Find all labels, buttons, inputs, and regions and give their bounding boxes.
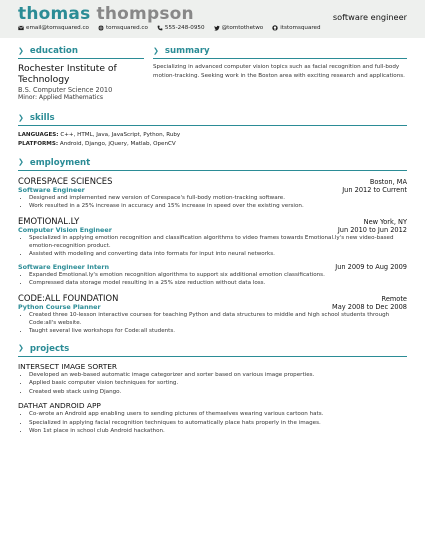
bullet-item: • Won 1st place in school club Android hackathon. (29, 427, 407, 435)
education-heading (18, 44, 144, 58)
employment-heading (18, 156, 407, 170)
bullet-item: • Created three 10-lesson interactive courses for teaching Python and data structures to middle and high school students through Code:all's website. (29, 311, 407, 328)
job-header (18, 216, 407, 226)
job-entry (18, 216, 407, 288)
role-bullets (18, 234, 407, 259)
role-header (18, 226, 407, 234)
skills-list (18, 131, 407, 148)
bullet-item: • Developed an web-based automatic image categorizer and sorter based on various image properties. (29, 371, 407, 379)
role-title: Software Engineer Intern (18, 262, 110, 271)
section-divider (153, 58, 407, 59)
projects-section (18, 342, 407, 436)
section-divider (18, 58, 144, 59)
section-divider (18, 125, 407, 126)
role-header (18, 303, 407, 311)
skills-heading (18, 111, 407, 125)
chevron-right-icon: ❯ (18, 113, 24, 122)
contact-phone[interactable] (157, 25, 205, 31)
role-dates: May 2008 to Dec 2008 (332, 302, 407, 311)
globe-icon (98, 25, 104, 31)
envelope-icon (18, 25, 24, 31)
contact-github[interactable] (272, 25, 320, 31)
job-title: software engineer (332, 12, 407, 22)
website-text: tomsquared.co (105, 25, 148, 31)
projects-heading-text: projects (29, 343, 70, 354)
first-name: thomas (18, 4, 91, 24)
github-icon (272, 25, 278, 31)
education-section (18, 44, 144, 102)
job-header (18, 176, 407, 186)
project-name: INTERSECT IMAGE SORTER (18, 362, 118, 372)
chevron-right-icon: ❯ (18, 158, 24, 167)
bullet-item: • Assisted with modeling and converting data into formats for input into neural networks. (29, 250, 407, 258)
employment-section (18, 156, 407, 336)
projects-heading (18, 342, 407, 356)
role-title: Python Course Planner (18, 302, 101, 311)
languages-label: LANGUAGES: (18, 132, 59, 139)
project-name: DATHAT ANDROID APP (18, 401, 101, 411)
contact-website[interactable] (98, 25, 148, 31)
bullet-item: • Applied basic computer vision techniques for sorting. (29, 379, 407, 387)
role-dates: Jun 2009 to Aug 2009 (335, 262, 407, 271)
job-location: New York, NY (363, 217, 407, 226)
platforms-label: PLATFORMS: (18, 140, 59, 147)
bullet-item: • Co-wrote an Android app enabling users to sending pictures of themselves wearing various cartoon hats. (29, 410, 407, 418)
chevron-right-icon: ❯ (18, 46, 24, 55)
role-dates: Jun 2010 to Jun 2012 (337, 225, 407, 234)
section-divider (18, 170, 407, 171)
summary-section (153, 44, 407, 102)
bullet-item: • Expanded Emotional.ly's emotion recognition algorithms to support six additional emotion classifications. (29, 271, 407, 279)
bullet-item: • Work resulted in a 25% increase in accuracy and 15% increase in speed over the existing version. (29, 202, 407, 210)
phone-text: 555-248-0950 (164, 25, 205, 31)
project-bullets (18, 410, 407, 435)
phone-icon (157, 25, 163, 31)
summary-heading (153, 44, 407, 58)
role-title: Computer Vision Engineer (18, 225, 112, 234)
email-text: email@tomsquared.co (26, 25, 89, 31)
languages-value: C++, HTML, Java, JavaScript, Python, Ruby (60, 132, 181, 139)
job-header (18, 293, 407, 303)
github-text: itstomsquared (280, 25, 321, 31)
project-entry (18, 401, 407, 435)
chevron-right-icon: ❯ (18, 344, 24, 353)
project-entry (18, 362, 407, 396)
employment-heading-text: employment (29, 157, 91, 168)
bullet-item: • Designed and implemented new version of Corespace's full-body motion-tracking software. (29, 194, 407, 202)
twitter-icon (214, 25, 220, 31)
skills-section (18, 111, 407, 148)
skills-platforms (18, 140, 407, 149)
company-name: CORESPACE SCIENCES (18, 175, 113, 186)
minor: Minor: Applied Mathematics (18, 94, 104, 101)
education-heading-text: education (29, 46, 78, 56)
summary-heading-text: summary (164, 46, 210, 56)
resume-header (0, 0, 425, 38)
company-name: EMOTIONAL.LY (18, 215, 80, 226)
role-header (18, 263, 407, 271)
contact-twitter[interactable] (214, 25, 264, 31)
degree: B.S. Computer Science 2010 (18, 86, 113, 94)
project-bullets (18, 371, 407, 396)
job-entry (18, 293, 407, 336)
role-bullets (18, 271, 407, 288)
last-name: thompson (96, 4, 194, 24)
chevron-right-icon: ❯ (153, 46, 159, 55)
bullet-item: • Specialized in applying emotion recognition and classification algorithms to video frames towards Emotional.ly's new video-based emotion-recognition product. (29, 234, 407, 251)
bullet-item: • Compressed data storage model resulting in a 25% size reduction without data loss. (29, 279, 407, 287)
resume-body (0, 44, 425, 435)
bullet-item: • Specialized in applying facial recognition techniques to automatically place hats properly in the images. (29, 419, 407, 427)
job-location: Boston, MA (369, 177, 407, 186)
bullet-item: • Taught several live workshops for Code:all students. (29, 327, 407, 335)
platforms-value: Android, Django, jQuery, Matlab, OpenCV (59, 140, 176, 147)
summary-text: Specializing in advanced computer vision topics such as facial recognition and full-body motion-tracking. Seeking work in the Boston area with exciting research and applications. (153, 64, 405, 79)
skills-heading-text: skills (29, 113, 55, 124)
school-name: Rochester Institute of Technology (18, 63, 117, 85)
role-bullets (18, 194, 407, 211)
role-title: Software Engineer (18, 185, 85, 194)
company-name: CODE:ALL FOUNDATION (18, 292, 119, 303)
role-bullets (18, 311, 407, 336)
role-dates: Jun 2012 to Current (342, 185, 407, 194)
education-summary-row (18, 44, 407, 102)
bullet-item: • Created web stack using Django. (29, 388, 407, 396)
section-divider (18, 356, 407, 357)
contact-email[interactable] (18, 25, 89, 31)
twitter-text: @tomtothetwo (221, 25, 264, 31)
contact-bar (18, 25, 407, 31)
role-header (18, 186, 407, 194)
skills-languages (18, 131, 407, 140)
job-entry (18, 176, 407, 211)
job-location: Remote (381, 294, 407, 303)
